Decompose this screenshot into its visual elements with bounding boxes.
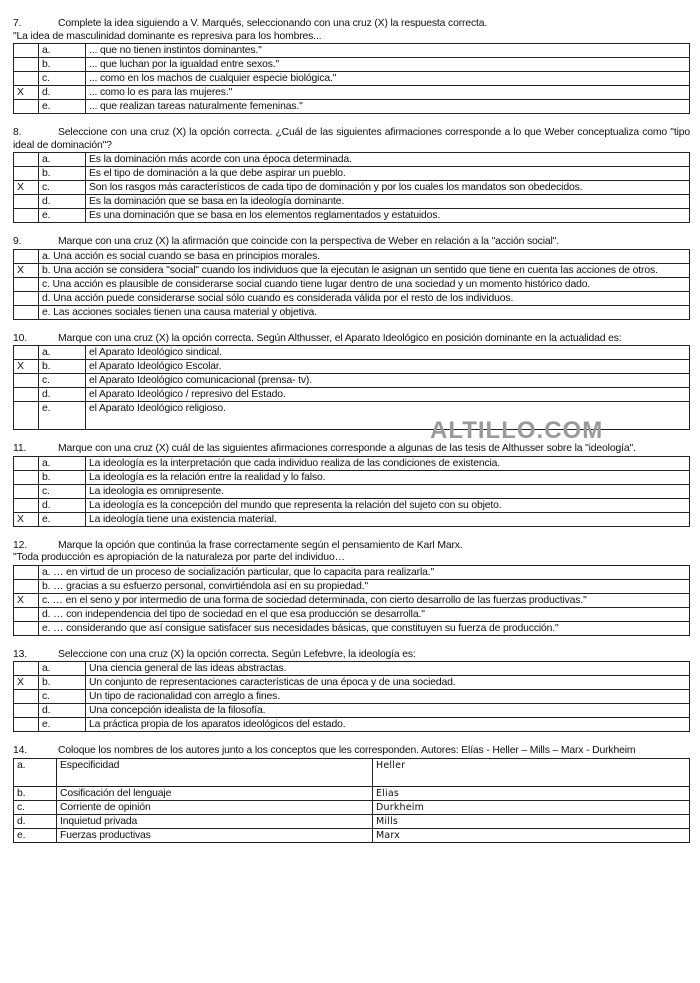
option-letter: a. — [39, 153, 86, 167]
option-row[interactable] — [14, 44, 690, 58]
question-text: Seleccione con una cruz (X) la opción correcta. Según Lefebvre, la ideología es: — [58, 648, 416, 660]
question-number: 11. — [13, 443, 27, 454]
question-text: Marque con una cruz (X) la opción correcta. Según Althusser, el Aparato Ideológico en posición dominante en la actualidad es: — [58, 332, 622, 344]
option-letter: e. — [39, 718, 86, 732]
author-answer-cell[interactable]: Marx — [373, 828, 690, 842]
option-row[interactable] — [14, 676, 690, 690]
answer-mark-cell[interactable] — [14, 346, 39, 360]
concept-cell: Especificidad — [57, 758, 373, 786]
matching-row — [14, 828, 690, 842]
option-letter: c. — [39, 72, 86, 86]
option-row[interactable] — [14, 565, 690, 579]
author-answer-cell[interactable]: Mills — [373, 814, 690, 828]
option-row[interactable] — [14, 153, 690, 167]
question-number: 7. — [13, 18, 22, 29]
options-table — [13, 249, 690, 320]
matching-row — [14, 758, 690, 786]
option-text: b. … gracias a su esfuerzo personal, convirtiéndola así en su propiedad." — [39, 579, 690, 593]
option-letter: a. — [39, 346, 86, 360]
answer-mark-cell[interactable]: X — [14, 512, 39, 526]
option-text: La ideología es la interpretación que cada individuo realiza de las condiciones de existencia. — [86, 456, 690, 470]
option-row[interactable] — [14, 209, 690, 223]
answer-mark-cell[interactable] — [14, 277, 39, 291]
question-10 — [13, 333, 690, 431]
option-text: e. … considerando que así consigue satisfacer sus necesidades básicas, que constituyen su fuerza de producción." — [39, 621, 690, 635]
option-text: b. Una acción se considera "social" cuando los individuos que la ejecutan le asignan un sentido que tiene en cuenta las acciones de otros. — [39, 263, 690, 277]
question-title — [13, 745, 690, 758]
option-row[interactable] — [14, 593, 690, 607]
author-answer-cell[interactable]: Elias — [373, 786, 690, 800]
answer-mark-cell[interactable] — [14, 484, 39, 498]
answer-mark-cell[interactable] — [14, 704, 39, 718]
option-text: La ideología tiene una existencia material. — [86, 512, 690, 526]
question-text: Marque la opción que continúa la frase correctamente según el pensamiento de Karl Marx. — [58, 539, 463, 551]
option-text: La ideología es omnipresente. — [86, 484, 690, 498]
option-row[interactable] — [14, 86, 690, 100]
matching-row — [14, 814, 690, 828]
option-text: Es una dominación que se basa en los elementos reglamentados y estatuidos. — [86, 209, 690, 223]
option-text: a. Una acción es social cuando se basa en principios morales. — [39, 249, 690, 263]
concept-cell: Corriente de opinión — [57, 800, 373, 814]
answer-mark-cell[interactable]: X — [14, 263, 39, 277]
answer-mark-cell[interactable] — [14, 470, 39, 484]
answer-mark-cell[interactable]: X — [14, 86, 39, 100]
option-text: el Aparato Ideológico sindical. — [86, 346, 690, 360]
answer-mark-cell[interactable] — [14, 402, 39, 430]
answer-mark-cell[interactable]: X — [14, 360, 39, 374]
option-row[interactable] — [14, 291, 690, 305]
option-row[interactable] — [14, 346, 690, 360]
option-text: La práctica propia de los aparatos ideológicos del estado. — [86, 718, 690, 732]
option-text: Una ciencia general de las ideas abstractas. — [86, 662, 690, 676]
option-row[interactable] — [14, 58, 690, 72]
option-row[interactable] — [14, 456, 690, 470]
option-letter: b. — [39, 470, 86, 484]
question-title — [13, 333, 690, 346]
answer-mark-cell[interactable] — [14, 662, 39, 676]
concept-cell: Inquietud privada — [57, 814, 373, 828]
option-letter: d. — [39, 704, 86, 718]
question-number: 8. — [13, 127, 22, 138]
question-number: 9. — [13, 236, 22, 247]
option-row[interactable] — [14, 195, 690, 209]
question-text: Marque con una cruz (X) cuál de las siguientes afirmaciones corresponde a algunas de las tesis de Althusser sobre la "ideología". — [58, 443, 636, 454]
answer-mark-cell[interactable] — [14, 690, 39, 704]
options-table — [13, 456, 690, 527]
option-letter: b. — [39, 167, 86, 181]
option-text: Un conjunto de representaciones características de una época y de una sociedad. — [86, 676, 690, 690]
option-letter: c. — [39, 181, 86, 195]
question-title — [13, 18, 690, 31]
answer-mark-cell[interactable] — [14, 565, 39, 579]
question-8 — [13, 127, 690, 223]
question-title — [13, 127, 690, 152]
option-text: a. … en virtud de un proceso de socialización particular, que lo capacita para realizarla." — [39, 565, 690, 579]
option-text: el Aparato Ideológico religioso. — [86, 402, 690, 430]
question-text: Complete la idea siguiendo a V. Marqués, seleccionando con una cruz (X) la respuesta correcta. — [58, 18, 488, 29]
option-row[interactable] — [14, 512, 690, 526]
option-row[interactable] — [14, 374, 690, 388]
option-row[interactable] — [14, 498, 690, 512]
option-text: ... como lo es para las mujeres." — [86, 86, 690, 100]
options-table — [13, 565, 690, 636]
row-letter: c. — [14, 800, 57, 814]
option-row[interactable] — [14, 263, 690, 277]
matching-row — [14, 800, 690, 814]
option-text: ... que realizan tareas naturalmente femeninas." — [86, 100, 690, 114]
author-answer-cell[interactable]: Durkheim — [373, 800, 690, 814]
answer-mark-cell[interactable] — [14, 44, 39, 58]
answer-mark-cell[interactable] — [14, 58, 39, 72]
answer-mark-cell[interactable]: X — [14, 181, 39, 195]
option-letter: d. — [39, 388, 86, 402]
option-row[interactable] — [14, 249, 690, 263]
option-letter: a. — [39, 456, 86, 470]
answer-mark-cell[interactable] — [14, 153, 39, 167]
answer-mark-cell[interactable] — [14, 167, 39, 181]
option-letter: c. — [39, 690, 86, 704]
option-letter: d. — [39, 195, 86, 209]
option-text: Son los rasgos más característicos de cada tipo de dominación y por los cuales los mandatos son obedecidos. — [86, 181, 690, 195]
option-text: c. … en el seno y por intermedio de una forma de sociedad determinada, con cierto desarrollo de las fuerzas productivas." — [39, 593, 690, 607]
question-intro: "Toda producción es apropiación de la naturaleza por parte del individuo… — [13, 552, 345, 563]
option-text: el Aparato Ideológico comunicacional (prensa- tv). — [86, 374, 690, 388]
option-letter: a. — [39, 44, 86, 58]
option-text: Es el tipo de dominación a la que debe aspirar un pueblo. — [86, 167, 690, 181]
question-7 — [13, 18, 690, 114]
question-text: Coloque los nombres de los autores junto a los conceptos que les corresponden. Autores: Elías - Heller – Mills – Marx - Durkheim — [58, 745, 636, 756]
option-letter: e. — [39, 209, 86, 223]
option-row[interactable] — [14, 181, 690, 195]
option-text: d. … con independencia del tipo de sociedad en el que esa producción se desarrolla." — [39, 607, 690, 621]
option-letter: d. — [39, 86, 86, 100]
question-number: 10. — [13, 332, 27, 344]
option-text: ... como en los machos de cualquier especie biológica." — [86, 72, 690, 86]
option-text: e. Las acciones sociales tienen una causa material y objetiva. — [39, 305, 690, 319]
question-number: 13. — [13, 648, 27, 660]
question-number: 12. — [13, 539, 27, 551]
answer-mark-cell[interactable] — [14, 607, 39, 621]
option-text: Un tipo de racionalidad con arreglo a fines. — [86, 690, 690, 704]
matching-table — [13, 758, 690, 843]
option-row[interactable] — [14, 305, 690, 319]
option-text: Una concepción idealista de la filosofía. — [86, 704, 690, 718]
answer-mark-cell[interactable] — [14, 388, 39, 402]
option-letter: c. — [39, 374, 86, 388]
option-letter: b. — [39, 676, 86, 690]
option-row[interactable] — [14, 662, 690, 676]
option-row[interactable] — [14, 718, 690, 732]
question-14 — [13, 745, 690, 843]
option-row[interactable] — [14, 470, 690, 484]
option-row[interactable] — [14, 100, 690, 114]
answer-mark-cell[interactable] — [14, 209, 39, 223]
option-row[interactable] — [14, 72, 690, 86]
options-table — [13, 152, 690, 223]
question-intro: "La idea de masculinidad dominante es represiva para los hombres... — [13, 30, 322, 42]
option-row[interactable] — [14, 607, 690, 621]
answer-mark-cell[interactable] — [14, 249, 39, 263]
option-row[interactable] — [14, 690, 690, 704]
watermark: ALTILLO.COM — [430, 417, 604, 444]
option-letter: b. — [39, 58, 86, 72]
option-letter: e. — [39, 402, 86, 430]
row-letter: d. — [14, 814, 57, 828]
row-letter: e. — [14, 828, 57, 842]
concept-cell: Fuerzas productivas — [57, 828, 373, 842]
option-row[interactable] — [14, 167, 690, 181]
answer-mark-cell[interactable] — [14, 498, 39, 512]
answer-mark-cell[interactable] — [14, 195, 39, 209]
option-text: el Aparato Ideológico / represivo del Estado. — [86, 388, 690, 402]
option-row[interactable] — [14, 388, 690, 402]
options-table — [13, 43, 690, 114]
question-text: Marque con una cruz (X) la afirmación que coincide con la perspectiva de Weber en relación a la "acción social". — [58, 236, 559, 247]
answer-mark-cell[interactable] — [14, 291, 39, 305]
option-row[interactable] — [14, 360, 690, 374]
answer-mark-cell[interactable] — [14, 305, 39, 319]
option-letter: a. — [39, 662, 86, 676]
author-answer-cell[interactable]: Heller — [373, 758, 690, 786]
answer-mark-cell[interactable] — [14, 100, 39, 114]
option-text: ... que luchan por la igualdad entre sexos." — [86, 58, 690, 72]
options-table — [13, 661, 690, 732]
option-row[interactable] — [14, 621, 690, 635]
answer-mark-cell[interactable] — [14, 456, 39, 470]
answer-mark-cell[interactable]: X — [14, 676, 39, 690]
matching-row — [14, 786, 690, 800]
option-text: el Aparato Ideológico Escolar. — [86, 360, 690, 374]
option-text: Es la dominación que se basa en la ideología dominante. — [86, 195, 690, 209]
question-title — [13, 540, 690, 553]
option-text: La ideología es la concepción del mundo que representa la relación del sujeto con su objeto. — [86, 498, 690, 512]
option-text: La ideología es la relación entre la realidad y lo falso. — [86, 470, 690, 484]
answer-mark-cell[interactable] — [14, 621, 39, 635]
option-row[interactable] — [14, 579, 690, 593]
question-12 — [13, 540, 690, 636]
option-text: ... que no tienen instintos dominantes." — [86, 44, 690, 58]
option-text: c. Una acción es plausible de considerarse social cuando tiene lugar dentro de una sociedad y un momento histórico dado. — [39, 277, 690, 291]
option-letter: e. — [39, 100, 86, 114]
question-9 — [13, 236, 690, 320]
option-text: Es la dominación más acorde con una época determinada. — [86, 153, 690, 167]
answer-mark-cell[interactable] — [14, 374, 39, 388]
option-row[interactable] — [14, 704, 690, 718]
concept-cell: Cosificación del lenguaje — [57, 786, 373, 800]
option-row[interactable] — [14, 277, 690, 291]
question-13 — [13, 649, 690, 733]
option-row[interactable] — [14, 484, 690, 498]
question-text: Seleccione con una cruz (X) la opción correcta. ¿Cuál de las siguientes afirmaciones corresponde a lo que Weber conceptualiza como "tipo ideal de dominación"? — [13, 127, 690, 151]
option-letter: b. — [39, 360, 86, 374]
row-letter: a. — [14, 758, 57, 786]
answer-mark-cell[interactable]: X — [14, 593, 39, 607]
question-11 — [13, 443, 690, 527]
answer-mark-cell[interactable] — [14, 579, 39, 593]
answer-mark-cell[interactable] — [14, 718, 39, 732]
option-letter: c. — [39, 484, 86, 498]
option-letter: d. — [39, 498, 86, 512]
answer-mark-cell[interactable] — [14, 72, 39, 86]
question-number: 14. — [13, 745, 27, 756]
row-letter: b. — [14, 786, 57, 800]
option-letter: e. — [39, 512, 86, 526]
option-text: d. Una acción puede considerarse social sólo cuando es considerada válida por el resto de los individuos. — [39, 291, 690, 305]
question-title — [13, 649, 690, 662]
question-title — [13, 236, 690, 249]
